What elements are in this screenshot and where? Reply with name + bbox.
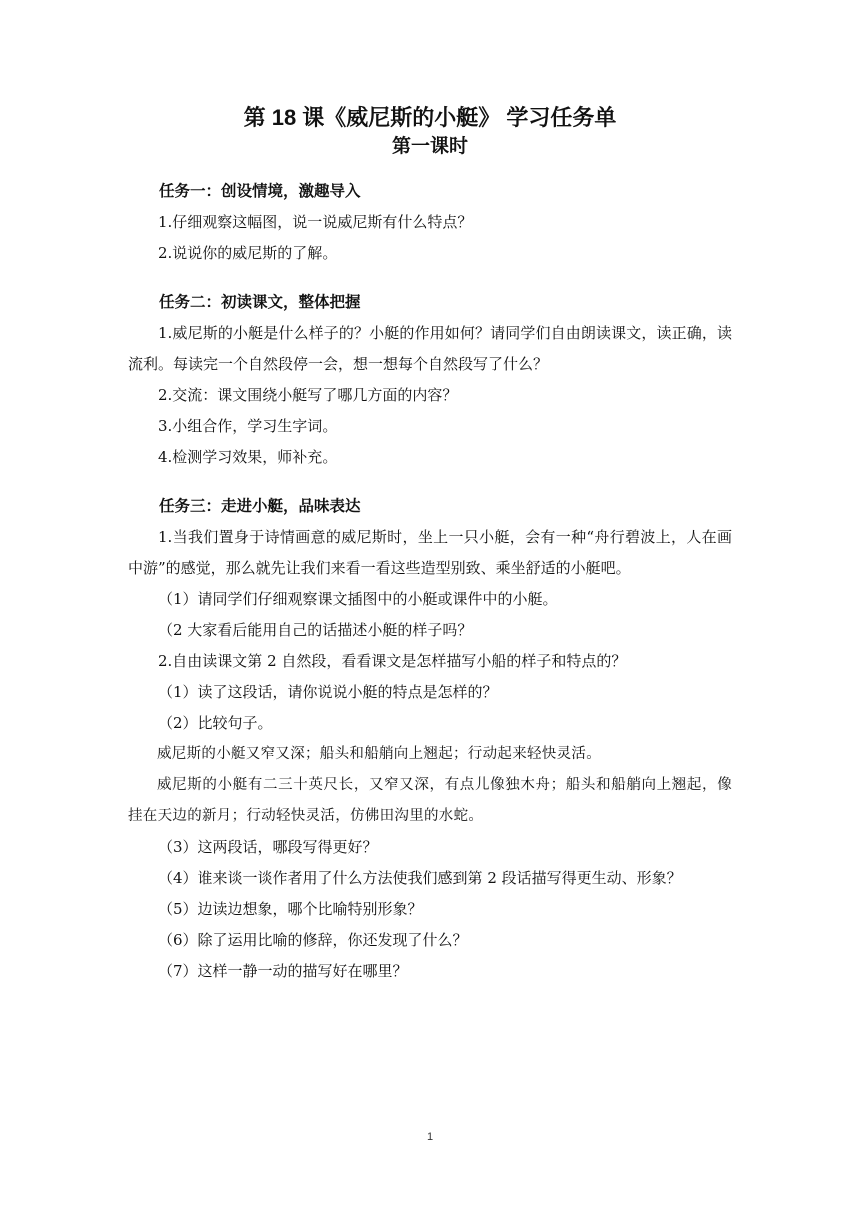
document-body <box>128 176 732 1005</box>
paragraph: （4）谁来谈一谈作者用了什么方法使我们感到第 2 段话描写得更生动、形象？ <box>158 869 682 887</box>
page-title: 第 18 课《威尼斯的小艇》 学习任务单 <box>243 105 617 130</box>
paragraph: 2.自由读课文第 2 自然段，看看课文是怎样描写小船的样子和特点的？ <box>158 652 627 670</box>
paragraph: 2.交流：课文围绕小艇写了哪几方面的内容？ <box>158 386 458 404</box>
paragraph: （7）这样一静一动的描写好在哪里？ <box>158 962 408 980</box>
paragraph: （1）读了这段话，请你说说小艇的特点是怎样的？ <box>158 683 498 701</box>
paragraph: （5）边读边想象，哪个比喻特别形象？ <box>158 900 423 918</box>
paragraph: （1）请同学们仔细观察课文插图中的小艇或课件中的小艇。 <box>158 590 558 608</box>
section-heading: 任务一：创设情境，激趣导入 <box>159 183 361 200</box>
paragraph: （3）这两段话，哪段写得更好？ <box>158 838 378 856</box>
page-number: 1 <box>426 1131 434 1143</box>
paragraph: （6）除了运用比喻的修辞，你还发现了什么？ <box>158 931 468 949</box>
quoted-sentence: 威尼斯的小艇又窄又深；船头和船艄向上翘起；行动起来轻快灵活。 <box>157 746 601 762</box>
paragraph: 1.当我们置身于诗情画意的威尼斯时，坐上一只小艇，会有一种“舟行碧波上，人在画中游”的感觉，那么就先让我们来看一看这些造型别致、乘坐舒适的小艇吧。 <box>128 528 732 577</box>
paragraph: （2）比较句子。 <box>158 714 273 732</box>
paragraph: 3.小组合作，学习生字词。 <box>158 417 338 435</box>
task-section-3 <box>128 491 732 987</box>
paragraph: 1.仔细观察这幅图，说一说威尼斯有什么特点？ <box>158 213 473 231</box>
section-heading: 任务三：走进小艇，品味表达 <box>159 498 361 515</box>
paragraph: 2.说说你的威尼斯的了解。 <box>158 244 338 262</box>
task-section-2 <box>128 287 732 473</box>
quoted-sentence: 威尼斯的小艇有二三十英尺长，又窄又深，有点儿像独木舟；船头和船艄向上翘起，像挂在天边的新月；行动轻快灵活，仿佛田沟里的水蛇。 <box>128 777 732 824</box>
task-section-1 <box>128 176 732 269</box>
section-heading: 任务二：初读课文，整体把握 <box>159 294 361 311</box>
paragraph: 4.检测学习效果，师补充。 <box>158 448 338 466</box>
paragraph: （2 大家看后能用自己的话描述小艇的样子吗？ <box>158 621 473 639</box>
paragraph: 1.威尼斯的小艇是什么样子的？小艇的作用如何？请同学们自由朗读课文，读正确，读流利。每读完一个自然段停一会，想一想每个自然段写了什么？ <box>128 324 732 373</box>
page-subtitle: 第一课时 <box>391 136 468 157</box>
